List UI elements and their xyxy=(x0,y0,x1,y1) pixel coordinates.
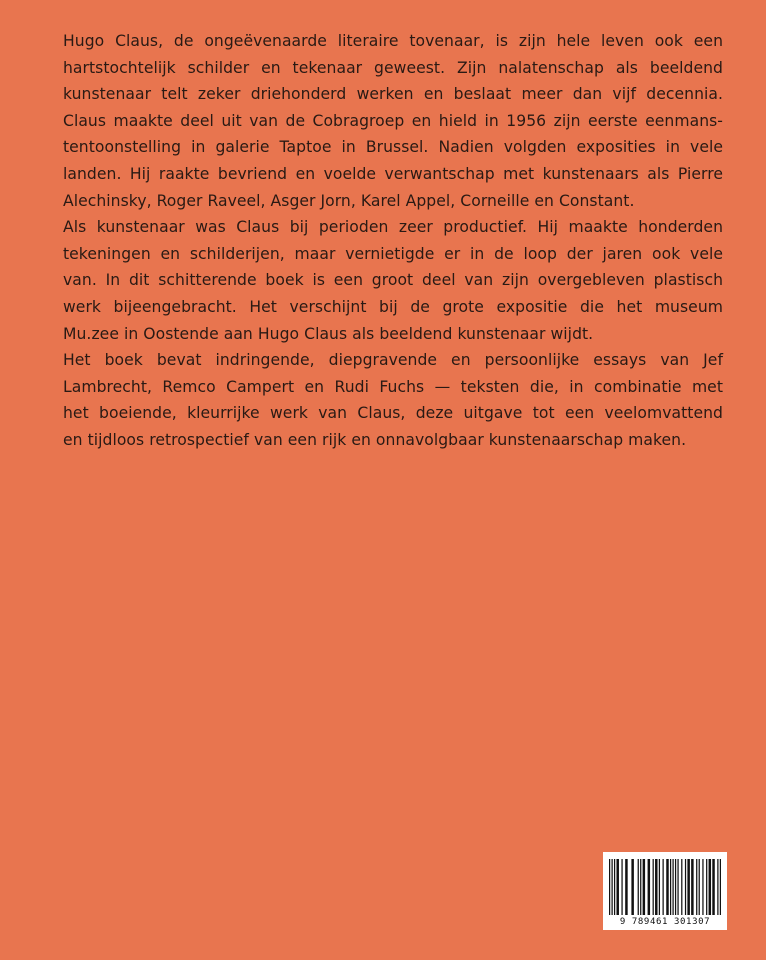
blurb-line: Als kunstenaar was Claus bij perioden zeer productief. Hij maakte honderden xyxy=(63,218,723,237)
blurb-line: Lambrecht, Remco Campert en Rudi Fuchs — teksten die, in combinatie met xyxy=(63,377,723,396)
barcode-bar xyxy=(648,859,650,915)
barcode-bar xyxy=(640,859,641,915)
barcode-bar xyxy=(696,859,697,915)
barcode-bar xyxy=(717,859,718,915)
barcode-bar xyxy=(709,859,711,915)
barcode-bar xyxy=(638,859,639,915)
barcode-bar xyxy=(666,859,668,915)
blurb-line: landen. Hij raakte bevriend en voelde verwantschap met kunstenaars als Pierre xyxy=(63,164,723,183)
barcode-bar xyxy=(699,859,700,915)
barcode-bar xyxy=(672,859,673,915)
barcode-bar xyxy=(614,859,615,915)
barcode-bar xyxy=(702,859,703,915)
isbn-barcode xyxy=(603,852,727,930)
barcode-bar xyxy=(659,859,660,915)
blurb-line: hartstochtelijk schilder en tekenaar geweest. Zijn nalatenschap als beeldend xyxy=(63,58,723,77)
barcode-bar xyxy=(685,859,686,915)
blurb-line: werk bijeengebracht. Het verschijnt bij de grote expositie die het museum xyxy=(63,297,723,316)
barcode-bar xyxy=(675,859,676,915)
barcode-bar xyxy=(609,859,610,915)
blurb-line: tentoonstelling in galerie Taptoe in Brussel. Nadien volgden exposities in vele xyxy=(63,138,723,157)
barcode-bars xyxy=(609,859,721,915)
blurb-line: Mu.zee in Oostende aan Hugo Claus als beeldend kunstenaar wijdt. xyxy=(63,324,594,343)
barcode-bar xyxy=(677,859,678,915)
barcode-bar xyxy=(691,859,693,915)
blurb-line: van. In dit schitterende boek is een groot deel van zijn overgebleven plastisch xyxy=(63,271,723,290)
barcode-bar xyxy=(621,859,622,915)
barcode-bar xyxy=(653,859,654,915)
blurb-line: Hugo Claus, de ongeëvenaarde literaire tovenaar, is zijn hele leven ook een xyxy=(63,32,723,50)
blurb-line: Het boek bevat indringende, diepgravende en persoonlijke essays van Jef xyxy=(63,351,723,370)
barcode-bar xyxy=(631,859,633,915)
barcode-bar xyxy=(670,859,671,915)
barcode-bar xyxy=(611,859,612,915)
barcode-bar xyxy=(663,859,664,915)
barcode-bar xyxy=(681,859,682,915)
blurb-line: het boeiende, kleurrijke werk van Claus, deze uitgave tot een veelomvattend xyxy=(63,404,723,423)
barcode-bar xyxy=(706,859,707,915)
barcode-bar xyxy=(625,859,627,915)
barcode-bar xyxy=(720,859,721,915)
barcode-bar xyxy=(655,859,657,915)
blurb-line: Alechinsky, Roger Raveel, Asger Jorn, Karel Appel, Corneille en Constant. xyxy=(63,191,635,210)
blurb-line: Claus maakte deel uit van de Cobragroep en hield in 1956 zijn eerste eenmans- xyxy=(63,111,723,130)
isbn-number: 9 789461 301307 xyxy=(619,917,711,927)
blurb-line: kunstenaar telt zeker driehonderd werken en beslaat meer dan vijf decennia. xyxy=(63,85,723,104)
blurb-line: en tijdloos retrospectief van een rijk en onnavolgbaar kunstenaarschap maken. xyxy=(63,430,687,449)
barcode-bar xyxy=(687,859,689,915)
barcode-bar xyxy=(616,859,618,915)
barcode-bar xyxy=(712,859,714,915)
blurb-line: tekeningen en schilderijen, maar vernietigde er in de loop der jaren ook vele xyxy=(63,244,723,263)
cover-blurb xyxy=(63,28,723,454)
barcode-bar xyxy=(643,859,645,915)
